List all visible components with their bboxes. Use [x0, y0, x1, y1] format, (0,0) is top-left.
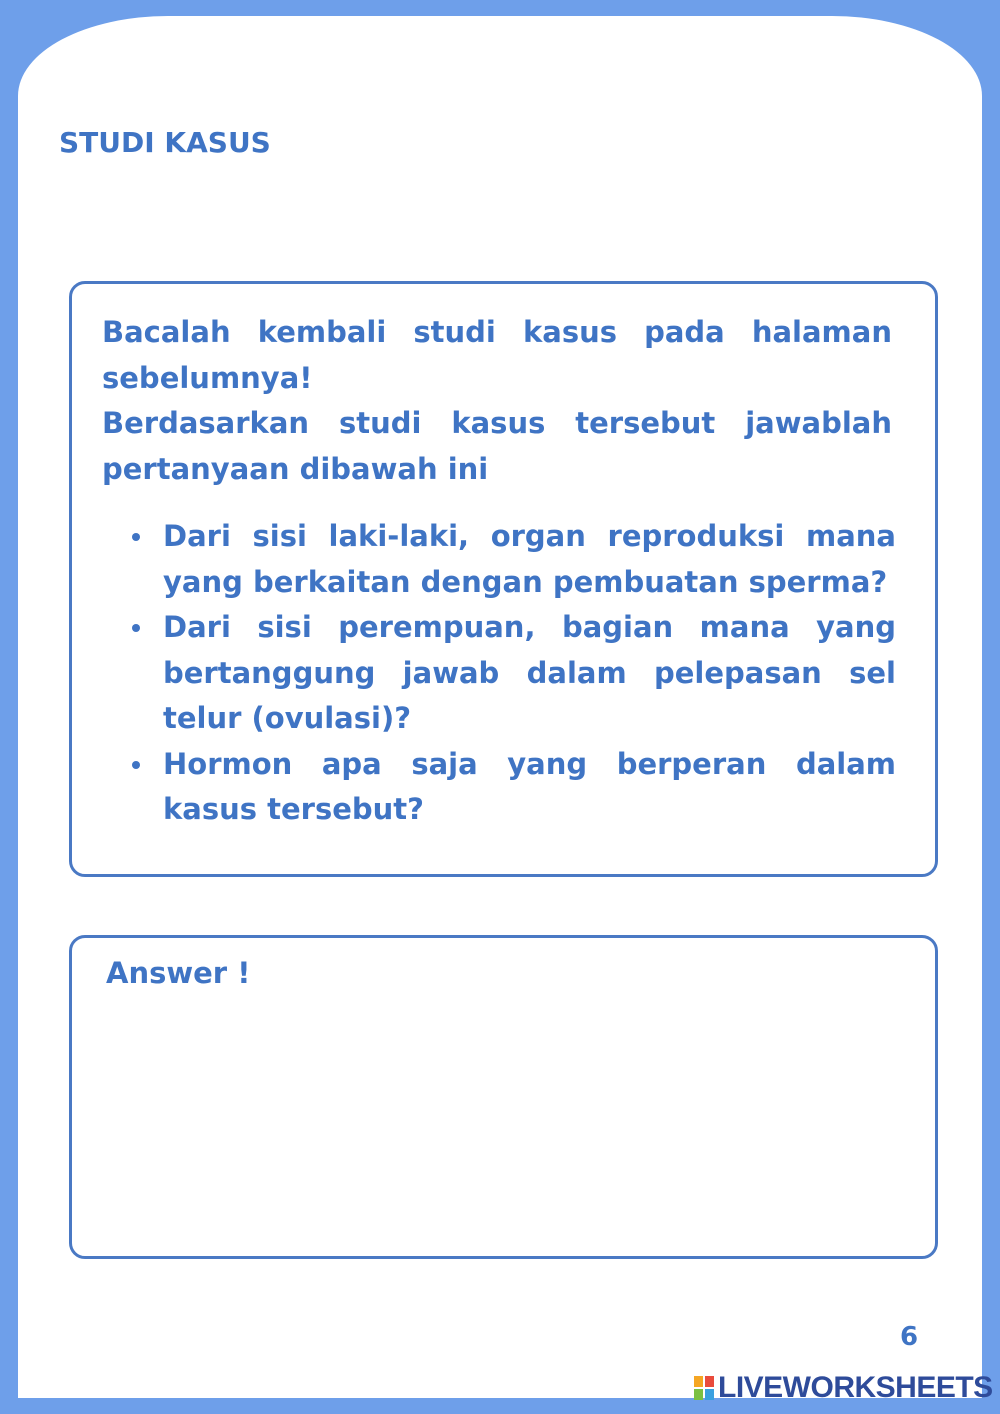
- instruction-line-1: Bacalah kembali studi kasus pada halaman sebelumnya!: [102, 315, 892, 395]
- page-number: 6: [900, 1322, 919, 1352]
- question-item: [102, 742, 896, 833]
- question-item: [102, 605, 896, 742]
- bullet-icon: [132, 533, 140, 541]
- liveworksheets-logo: [694, 1372, 993, 1404]
- instructions: [102, 310, 892, 492]
- page-title: STUDI KASUS: [59, 126, 271, 159]
- question-card: [69, 281, 938, 877]
- question-text: Hormon apa saja yang berperan dalam kasus tersebut?: [163, 746, 896, 826]
- bullet-icon: [132, 761, 140, 769]
- question-text: Dari sisi laki-laki, organ reproduksi mana yang berkaitan dengan pembuatan sperma?: [163, 519, 896, 599]
- question-list: [102, 514, 896, 833]
- bullet-icon: [132, 624, 140, 632]
- instruction-line-2: Berdasarkan studi kasus tersebut jawablah pertanyaan dibawah ini: [102, 406, 892, 486]
- brand-name: LIVEWORKSHEETS: [718, 1371, 993, 1404]
- answer-box[interactable]: [69, 935, 938, 1259]
- liveworksheets-logo-icon: [694, 1376, 714, 1400]
- answer-label: Answer !: [106, 956, 251, 990]
- question-item: [102, 514, 896, 605]
- question-text: Dari sisi perempuan, bagian mana yang bertanggung jawab dalam pelepasan sel telur (ovulasi)?: [163, 610, 896, 735]
